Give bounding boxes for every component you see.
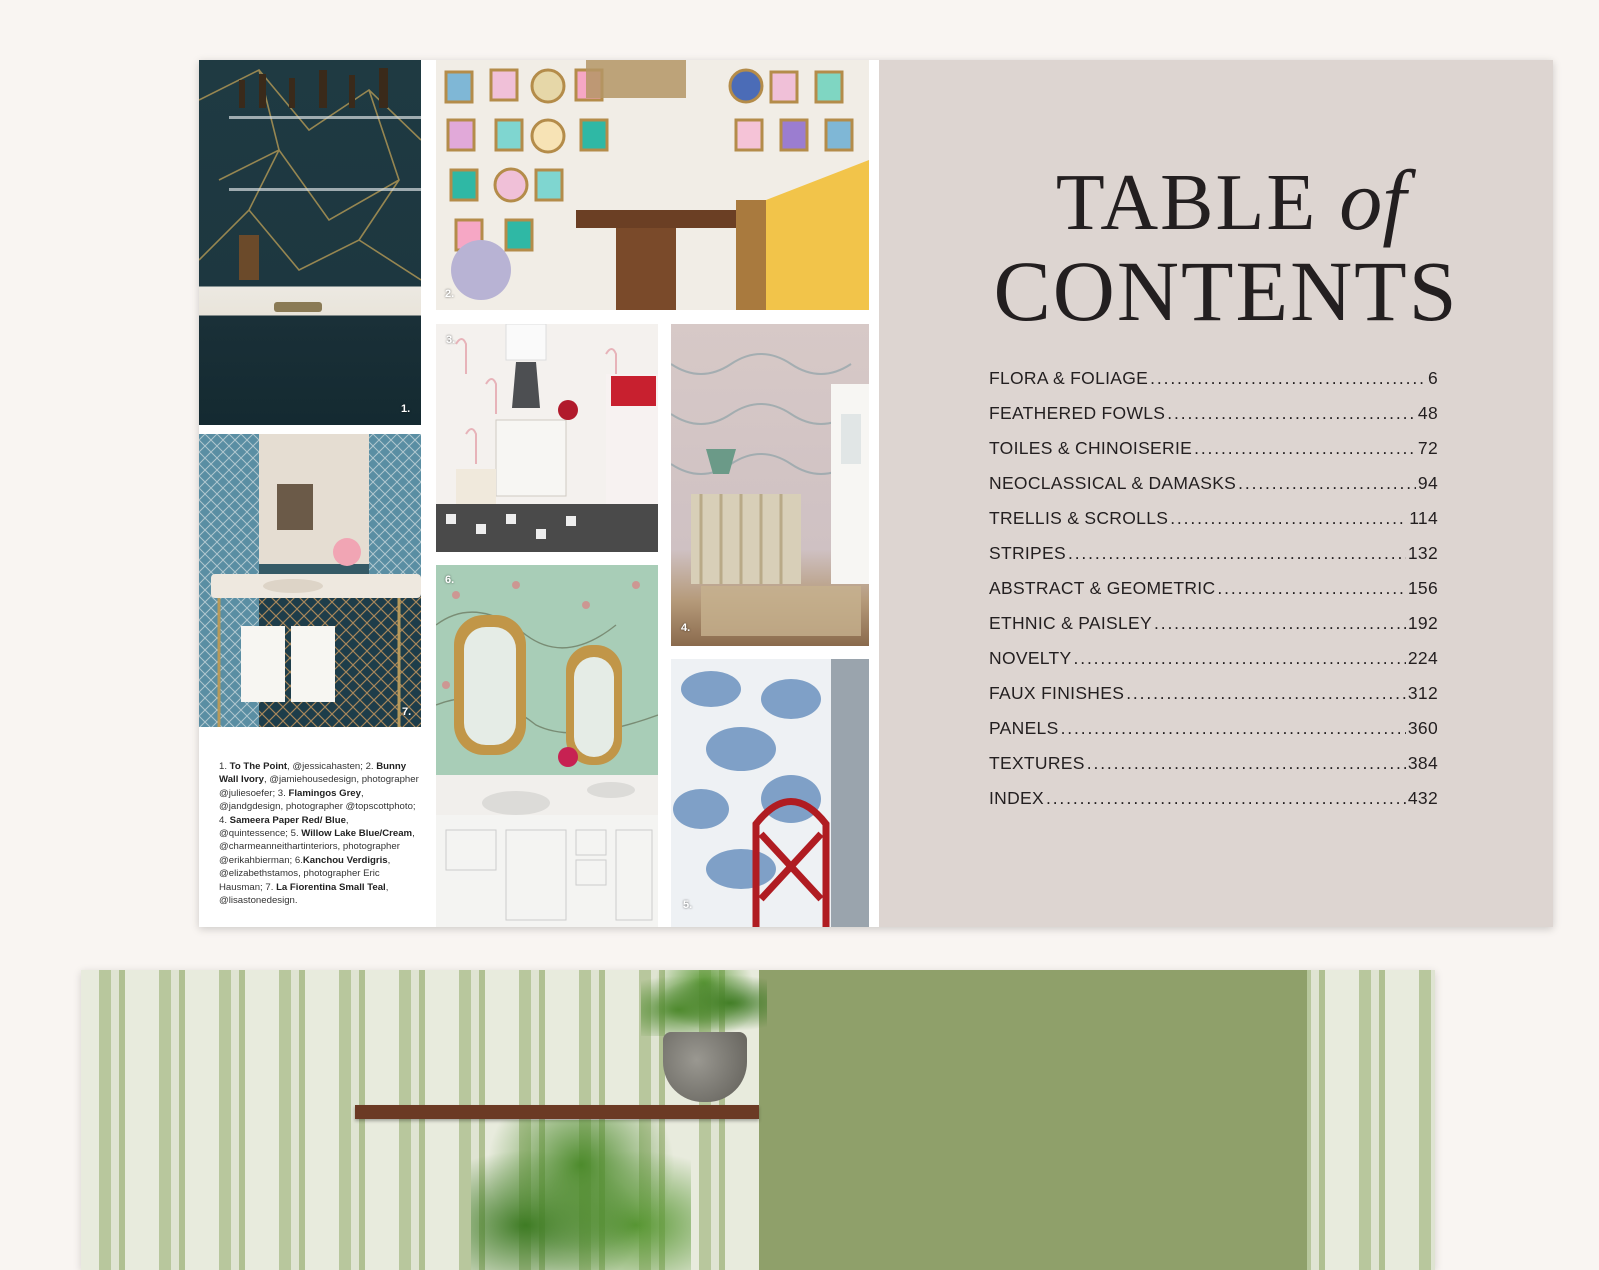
- caption-pattern-name: Flamingos Grey: [288, 787, 361, 799]
- toc-dot-leader: [1167, 403, 1416, 424]
- photo-bath-kanchou: [436, 565, 658, 927]
- toc-entry-label: ETHNIC & PAISLEY: [989, 613, 1152, 633]
- stone-pot-icon: [663, 1032, 747, 1102]
- photo-number: 5.: [683, 899, 693, 911]
- toc-entry[interactable]: [989, 438, 1438, 473]
- toc-title-word-of: of: [1339, 152, 1407, 248]
- toc-entry[interactable]: [989, 788, 1438, 823]
- toc-title-line1: [879, 152, 1553, 248]
- table-of-contents-panel: [879, 60, 1553, 927]
- toc-entry[interactable]: [989, 683, 1438, 718]
- caption-text: , @jandgdesign, photographer @topscottphoto; 4.: [219, 787, 416, 826]
- toc-entry-label: NOVELTY: [989, 648, 1072, 668]
- toc-entry-list: [989, 368, 1438, 823]
- photo-number: 2.: [445, 288, 455, 300]
- framed-bunny-pattern-icon: [436, 60, 869, 310]
- toc-entry-page: 360: [1407, 718, 1438, 738]
- next-page-stripes-preview: [81, 970, 1435, 1270]
- toc-entry-page: 48: [1417, 403, 1438, 423]
- fern-plant-icon: [641, 970, 767, 1036]
- photo-number: 3.: [446, 334, 456, 346]
- toc-entry[interactable]: [989, 473, 1438, 508]
- toc-entry-page: 312: [1407, 683, 1438, 703]
- toc-entry-label: INDEX: [989, 788, 1044, 808]
- green-color-block: [759, 970, 1307, 1270]
- toc-title-line2: CONTENTS: [993, 243, 1459, 339]
- toc-entry-label: TRELLIS & SCROLLS: [989, 508, 1169, 528]
- photo-entry-sameera: [671, 324, 869, 646]
- toc-entry[interactable]: [989, 753, 1438, 788]
- toc-entry[interactable]: [989, 368, 1438, 403]
- toc-dot-leader: [1154, 613, 1406, 634]
- photo-number: 7.: [402, 706, 412, 718]
- toc-entry-page: 156: [1407, 578, 1438, 598]
- toc-entry[interactable]: [989, 508, 1438, 543]
- toc-dot-leader: [1150, 368, 1426, 389]
- photo-number: 1.: [401, 403, 411, 415]
- toc-entry[interactable]: [989, 578, 1438, 613]
- toc-entry[interactable]: [989, 613, 1438, 648]
- toc-entry-page: 192: [1407, 613, 1438, 633]
- toc-entry-label: FEATHERED FOWLS: [989, 403, 1166, 423]
- toc-entry-label: STRIPES: [989, 543, 1066, 563]
- toc-dot-leader: [1170, 508, 1407, 529]
- green-floral-wallpaper-icon: [436, 565, 658, 927]
- toc-entry-label: ABSTRACT & GEOMETRIC: [989, 578, 1216, 598]
- caption-pattern-name: La Fiorentina Small Teal: [276, 881, 386, 893]
- toc-dot-leader: [1068, 543, 1406, 564]
- toc-entry-page: 132: [1407, 543, 1438, 563]
- toc-entry[interactable]: [989, 718, 1438, 753]
- wood-shelf: [355, 1105, 759, 1119]
- toc-dot-leader: [1074, 648, 1406, 669]
- caption-text: , @jessicahasten; 2.: [287, 761, 377, 772]
- book-spread: [199, 60, 1553, 927]
- diamond-trellis-wallpaper-icon: [199, 434, 421, 727]
- toc-title-word-table: TABLE: [1055, 159, 1318, 247]
- toc-entry[interactable]: [989, 543, 1438, 578]
- caption-text: , @lisastonedesign.: [219, 881, 389, 907]
- photo-bar-teal-geometric: [199, 60, 421, 425]
- toc-entry-label: NEOCLASSICAL & DAMASKS: [989, 473, 1237, 493]
- caption-text: , @elizabethstamos, photographer Eric Hausman; 7.: [219, 854, 391, 893]
- caption-pattern-name: Willow Lake Blue/Cream: [301, 828, 413, 840]
- toc-entry-page: 224: [1407, 648, 1438, 668]
- toc-entry-label: FLORA & FOLIAGE: [989, 368, 1149, 388]
- caption-text: , @jamiehousedesign, photographer @juliesoefer; 3.: [219, 774, 419, 799]
- toc-entry[interactable]: [989, 403, 1438, 438]
- toc-dot-leader: [1126, 683, 1406, 704]
- photo-number: 4.: [681, 622, 691, 634]
- toc-entry-label: PANELS: [989, 718, 1059, 738]
- photo-credits-caption: [219, 760, 419, 907]
- toc-dot-leader: [1061, 718, 1406, 739]
- toc-entry-page: 72: [1417, 438, 1438, 458]
- caption-pattern-name: Bunny Wall Ivory: [219, 761, 407, 786]
- photo-willow-lake: [671, 659, 869, 927]
- toc-dot-leader: [1217, 578, 1405, 599]
- toc-entry[interactable]: [989, 648, 1438, 683]
- caption-pattern-name: Sameera Paper Red/ Blue: [229, 814, 346, 826]
- toc-entry-page: 432: [1407, 788, 1438, 808]
- toc-dot-leader: [1046, 788, 1406, 809]
- chinoiserie-toile-icon: [671, 659, 869, 927]
- toc-entry-page: 114: [1409, 508, 1438, 528]
- toc-entry-label: TOILES & CHINOISERIE: [989, 438, 1193, 458]
- caption-pattern-name: To The Point: [229, 761, 288, 772]
- gold-geometric-pattern-icon: [199, 60, 421, 425]
- toc-entry-page: 384: [1407, 753, 1438, 773]
- paisley-wallpaper-icon: [671, 324, 869, 646]
- toc-entry-page: 6: [1427, 368, 1438, 388]
- toc-entry-label: TEXTURES: [989, 753, 1085, 773]
- photo-number: 6.: [445, 574, 455, 586]
- caption-text: , @quintessence; 5.: [219, 814, 349, 840]
- toc-entry-label: FAUX FINISHES: [989, 683, 1125, 703]
- caption-text: 1.: [219, 761, 230, 772]
- caption-pattern-name: Kanchou Verdigris: [302, 854, 388, 866]
- photo-powder-fiorentina: [199, 434, 421, 727]
- toc-dot-leader: [1087, 753, 1406, 774]
- toc-dot-leader: [1238, 473, 1416, 494]
- trailing-plant-icon: [471, 1120, 691, 1270]
- toc-entry-page: 94: [1417, 473, 1438, 493]
- caption-text: , @charmeanneithartinteriors, photographer @erikahbierman; 6.: [219, 828, 415, 866]
- photo-dining-bunny-wall: [436, 60, 869, 310]
- flamingo-wallpaper-icon: [436, 324, 658, 552]
- photo-bedroom-flamingos: [436, 324, 658, 552]
- toc-dot-leader: [1194, 438, 1416, 459]
